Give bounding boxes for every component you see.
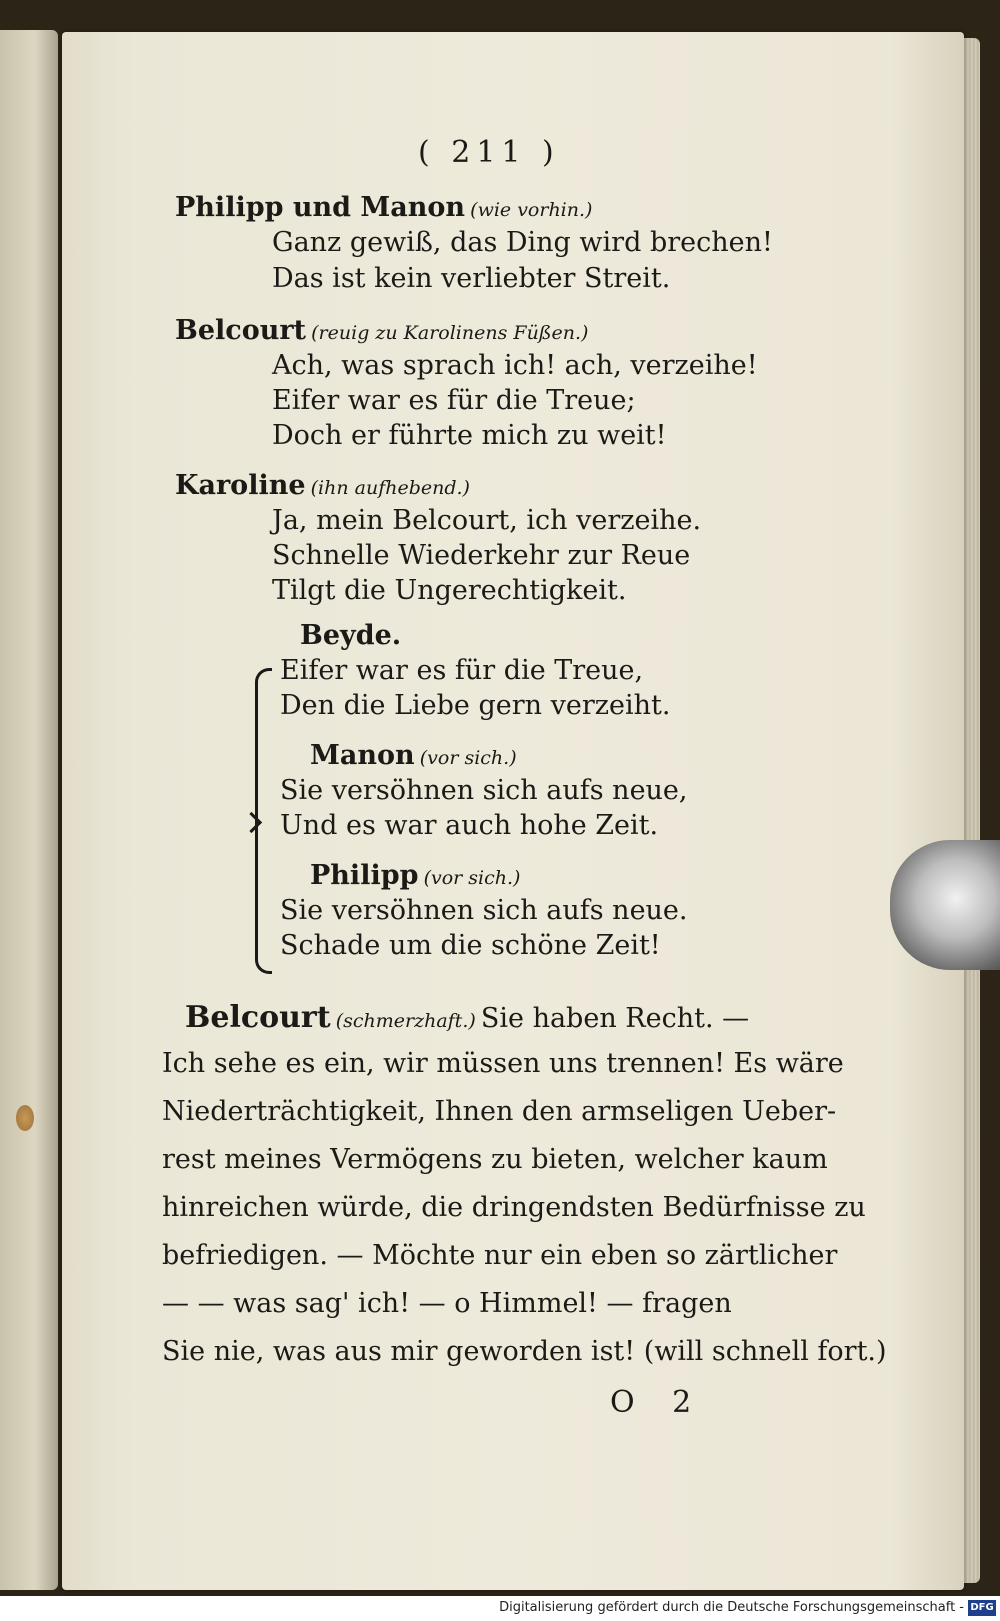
- prose-line: befriedigen. — Möchte nur ein eben so zärtlicher: [162, 1240, 838, 1271]
- speaker-line: [310, 740, 517, 771]
- prose-first-line: [185, 1000, 749, 1035]
- verse-line: Sie versöhnen sich aufs neue.: [280, 895, 688, 926]
- footer-credit: Digitalisierung gefördert durch die Deutsche Forschungsgemeinschaft -: [499, 1600, 964, 1615]
- verse-line: Sie versöhnen sich aufs neue,: [280, 775, 688, 806]
- verse-line: Ach, was sprach ich! ach, verzeihe!: [272, 350, 758, 381]
- verse-line: Schade um die schöne Zeit!: [280, 930, 661, 961]
- verse-line: Eifer war es für die Treue;: [272, 385, 636, 416]
- verse-line: Tilgt die Ungerechtigkeit.: [272, 575, 627, 606]
- speaker-line: [175, 470, 470, 501]
- page-number: ( 211 ): [418, 135, 560, 170]
- speaker-line: [175, 315, 588, 346]
- speaker-line: [175, 192, 592, 223]
- dfg-logo: DFG: [968, 1600, 996, 1616]
- speaker-name: Karoline: [175, 470, 306, 501]
- speaker-name: Manon: [310, 740, 415, 771]
- stage-direction: (wie vorhin.): [470, 199, 593, 221]
- speaker-name: Belcourt: [175, 315, 307, 346]
- verse-line: Den die Liebe gern verzeiht.: [280, 690, 671, 721]
- verse-line: Doch er führte mich zu weit!: [272, 420, 667, 451]
- signature-mark: O 2: [610, 1385, 706, 1420]
- prose-line: Sie nie, was aus mir geworden ist! (will schnell fort.): [162, 1336, 887, 1367]
- speaker-name: Belcourt: [185, 1000, 331, 1035]
- verse-line: Ganz gewiß, das Ding wird brechen!: [272, 227, 773, 258]
- verse-line: Schnelle Wiederkehr zur Reue: [272, 540, 691, 571]
- prose-line: — — was sag' ich! — o Himmel! — fragen: [162, 1288, 732, 1319]
- speaker-name: Philipp: [310, 860, 419, 891]
- facing-page-edge: [0, 30, 58, 1590]
- prose-line: Niederträchtigkeit, Ihnen den armseligen Ueber-: [162, 1096, 837, 1127]
- verse-line: Das ist kein verliebter Streit.: [272, 263, 671, 294]
- prose-line: rest meines Vermögens zu bieten, welcher kaum: [162, 1144, 828, 1175]
- verse-line: Und es war auch hohe Zeit.: [280, 810, 659, 841]
- page-clip-icon: [890, 840, 1000, 970]
- speaker-name: Beyde.: [300, 620, 402, 651]
- speaker-name: Philipp und Manon: [175, 192, 466, 223]
- verse-line: Ja, mein Belcourt, ich verzeihe.: [272, 505, 702, 536]
- verse-line: Eifer war es für die Treue,: [280, 655, 644, 686]
- paper-stain: [16, 1105, 34, 1131]
- prose-line: Ich sehe es ein, wir müssen uns trennen! Es wäre: [162, 1048, 844, 1079]
- prose-line: Sie haben Recht. —: [480, 1003, 750, 1034]
- stage-direction: (ihn aufhebend.): [310, 477, 470, 499]
- prose-line: hinreichen würde, die dringendsten Bedürfnisse zu: [162, 1192, 866, 1223]
- stage-direction: (schmerzhaft.): [335, 1010, 476, 1032]
- stage-direction: (vor sich.): [423, 867, 521, 889]
- stage-direction: (vor sich.): [419, 747, 517, 769]
- speaker-line: [310, 860, 520, 891]
- stage-direction: (reuig zu Karolinens Füßen.): [311, 322, 589, 344]
